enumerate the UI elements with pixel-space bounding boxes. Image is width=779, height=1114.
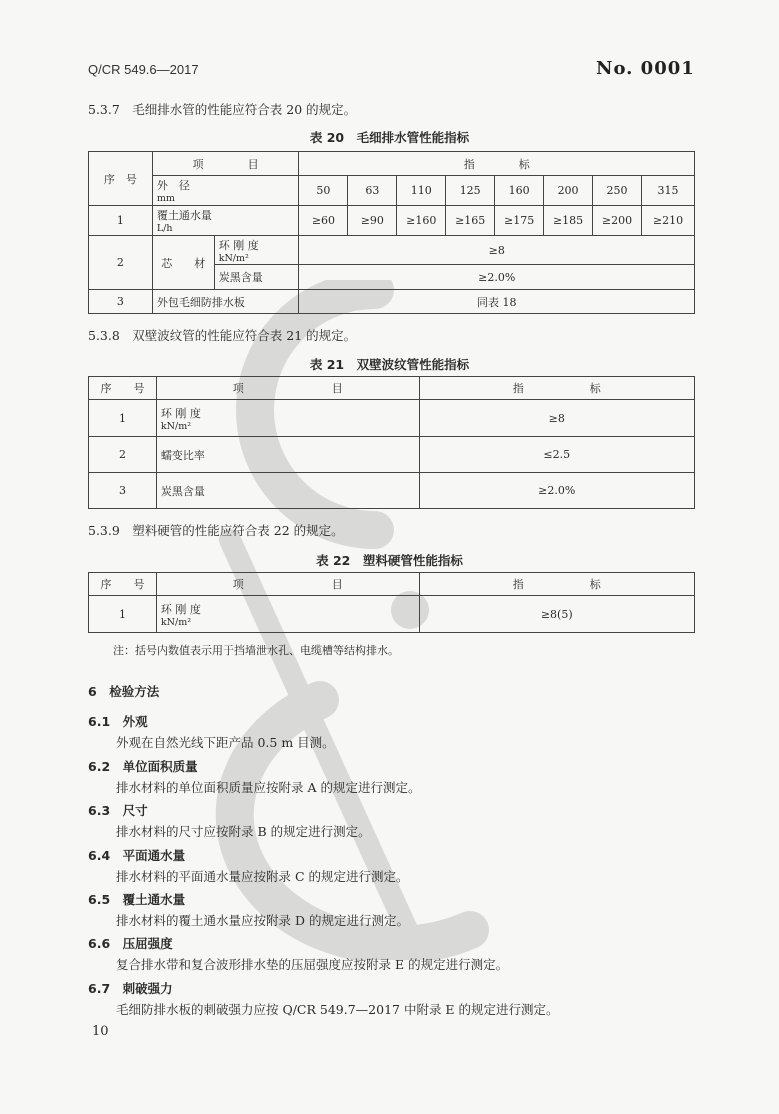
outer-diameter-label: 外 径 xyxy=(156,179,190,192)
clause-body: 排水材料的尺寸应按附录 B 的规定进行测定。 xyxy=(116,824,371,839)
section-6-title: 6 检验方法 xyxy=(88,684,160,699)
clause-heading: 6.1 外观 xyxy=(88,714,148,729)
clause-body: 外观在自然光线下距产品 0.5 m 目测。 xyxy=(116,735,335,750)
col-item-header: 项 目 xyxy=(152,152,299,176)
flow-value: ≥160 xyxy=(397,206,446,236)
clause-heading: 6.3 尺寸 xyxy=(88,803,148,818)
carbon-black-label: 炭黑含量 xyxy=(214,265,299,290)
diameter-value: 250 xyxy=(593,176,642,206)
flow-value: ≥210 xyxy=(641,206,694,236)
flow-unit: L/h xyxy=(156,223,173,234)
carbon-black-value: ≥2.0% xyxy=(299,265,695,290)
col-seq-header: 序 号 xyxy=(89,573,157,596)
ring-stiffness-unit: kN/m² xyxy=(160,616,192,628)
diameter-value: 110 xyxy=(397,176,446,206)
outer-diameter-unit: mm xyxy=(156,193,175,204)
flow-value: ≥175 xyxy=(495,206,544,236)
carbon-black-label: 炭黑含量 xyxy=(156,473,419,509)
flow-value: ≥90 xyxy=(348,206,397,236)
table-20-caption: 表 20 毛细排水管性能指标 xyxy=(309,130,470,145)
clause-5-3-8: 5.3.8 双壁波纹管的性能应符合表 21 的规定。 xyxy=(88,328,357,343)
ring-stiffness-label: 环 刚 度 xyxy=(160,406,201,420)
ring-stiffness-cell xyxy=(214,236,299,265)
wrap-board-label: 外包毛细防排水板 xyxy=(152,290,299,314)
core-material-label: 芯 材 xyxy=(152,236,214,290)
flow-value: ≥185 xyxy=(544,206,593,236)
flow-value: ≥200 xyxy=(593,206,642,236)
ring-stiffness-value: ≥8 xyxy=(419,400,695,437)
table-22 xyxy=(88,572,695,633)
document-number: No. 0001 xyxy=(596,58,695,79)
ring-stiffness-unit: kN/m² xyxy=(218,252,249,264)
clause-body: 排水材料的单位面积质量应按附录 A 的规定进行测定。 xyxy=(116,780,421,795)
table-22-caption: 表 22 塑料硬管性能指标 xyxy=(316,553,463,568)
col-seq-header: 序 号 xyxy=(89,152,153,206)
col-index-header: 指 标 xyxy=(419,377,695,400)
standard-code: Q/CR 549.6—2017 xyxy=(88,62,199,77)
clause-heading: 6.6 压屈强度 xyxy=(88,936,173,951)
row-seq: 1 xyxy=(89,400,157,437)
clause-heading: 6.7 刺破强力 xyxy=(88,981,173,996)
outer-diameter-cell xyxy=(152,176,299,206)
ring-stiffness-label: 环 刚 度 xyxy=(218,238,259,252)
ring-stiffness-value: ≥8(5) xyxy=(419,596,695,633)
table-21 xyxy=(88,376,695,509)
table-22-note: 注：括号内数值表示用于挡墙泄水孔、电缆槽等结构排水。 xyxy=(113,644,399,657)
flow-value: ≥165 xyxy=(446,206,495,236)
col-index-header: 指 标 xyxy=(299,152,695,176)
clause-heading: 6.2 单位面积质量 xyxy=(88,759,198,774)
clause-body: 排水材料的平面通水量应按附录 C 的规定进行测定。 xyxy=(116,869,409,884)
clause-5-3-7: 5.3.7 毛细排水管的性能应符合表 20 的规定。 xyxy=(88,102,357,117)
row-seq: 3 xyxy=(89,290,153,314)
clause-heading: 6.5 覆土通水量 xyxy=(88,892,186,907)
wrap-board-value: 同表 18 xyxy=(299,290,695,314)
col-item-header: 项 目 xyxy=(156,573,419,596)
diameter-value: 315 xyxy=(641,176,694,206)
row-seq: 1 xyxy=(89,596,157,633)
ring-stiffness-unit: kN/m² xyxy=(160,420,192,432)
clause-body: 复合排水带和复合波形排水垫的压屈强度应按附录 E 的规定进行测定。 xyxy=(116,957,509,972)
creep-ratio-value: ≤2.5 xyxy=(419,437,695,473)
row-seq: 2 xyxy=(89,437,157,473)
col-seq-header: 序 号 xyxy=(89,377,157,400)
diameter-value: 50 xyxy=(299,176,348,206)
ring-stiffness-cell xyxy=(156,596,419,633)
clause-body: 毛细防排水板的刺破强力应按 Q/CR 549.7—2017 中附录 E 的规定进行测定。 xyxy=(116,1002,559,1017)
diameter-value: 125 xyxy=(446,176,495,206)
diameter-value: 160 xyxy=(495,176,544,206)
diameter-value: 63 xyxy=(348,176,397,206)
clause-heading: 6.4 平面通水量 xyxy=(88,848,186,863)
ring-stiffness-cell xyxy=(156,400,419,437)
flow-label: 覆土通水量 xyxy=(156,209,212,222)
table-20 xyxy=(88,151,695,314)
ring-stiffness-label: 环 刚 度 xyxy=(160,602,201,616)
row-seq: 2 xyxy=(89,236,153,290)
ring-stiffness-value: ≥8 xyxy=(299,236,695,265)
col-index-header: 指 标 xyxy=(419,573,695,596)
table-21-caption: 表 21 双壁波纹管性能指标 xyxy=(309,357,470,372)
page-number: 10 xyxy=(92,1024,109,1039)
carbon-black-value: ≥2.0% xyxy=(419,473,695,509)
creep-ratio-label: 蠕变比率 xyxy=(156,437,419,473)
row-seq: 3 xyxy=(89,473,157,509)
row-seq: 1 xyxy=(89,206,153,236)
clause-5-3-9: 5.3.9 塑料硬管的性能应符合表 22 的规定。 xyxy=(88,523,344,538)
diameter-value: 200 xyxy=(544,176,593,206)
flow-cell xyxy=(152,206,299,236)
flow-value: ≥60 xyxy=(299,206,348,236)
clause-body: 排水材料的覆土通水量应按附录 D 的规定进行测定。 xyxy=(116,913,409,928)
col-item-header: 项 目 xyxy=(156,377,419,400)
